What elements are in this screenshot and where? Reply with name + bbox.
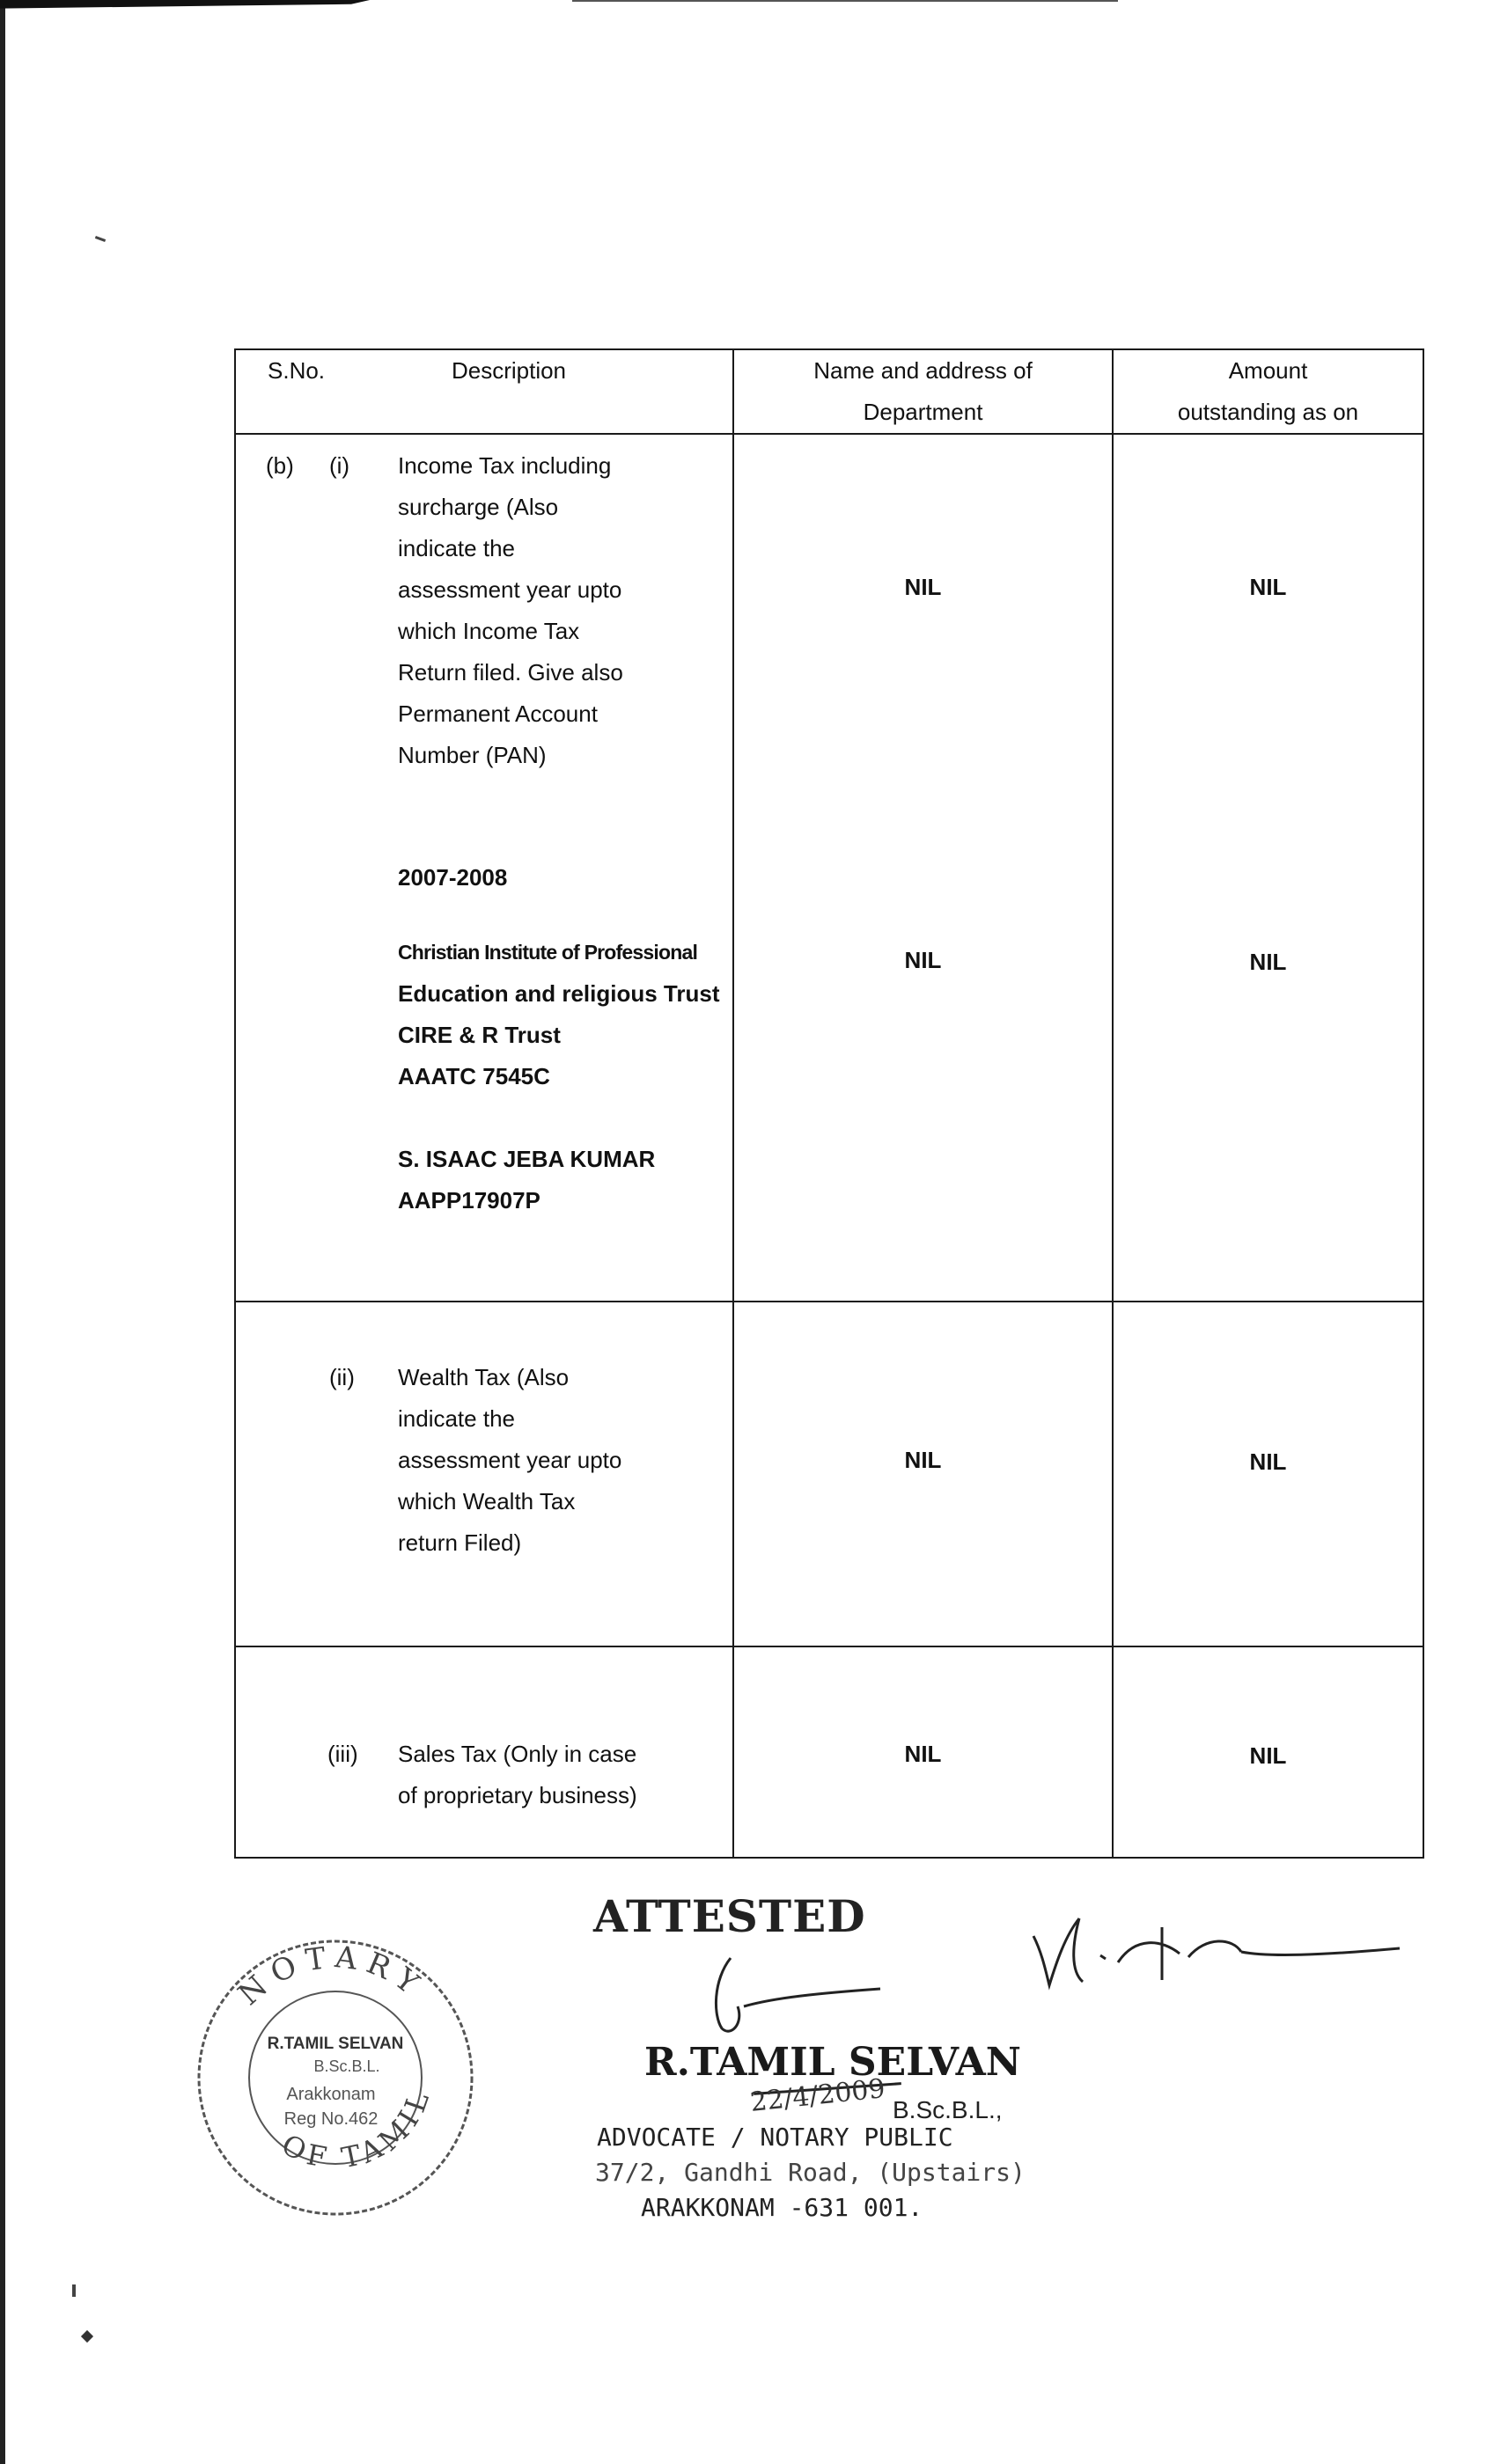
sales-tax-department-nil: NIL (904, 1741, 942, 1767)
trust-name-line1: Christian Institute of Professional (398, 941, 698, 964)
row-label-b: (b) (266, 452, 294, 479)
wealth-tax-department-cell (733, 1302, 1113, 1646)
notary-address-line2: ARAKKONAM -631 001. (641, 2193, 923, 2222)
scan-speck (72, 2284, 76, 2297)
income-tax-amount-nil: NIL (1249, 574, 1287, 600)
pan-details (398, 857, 720, 1221)
person-pan: AAPP17907P (398, 1187, 540, 1214)
trust-pan: AAATC 7545C (398, 1063, 550, 1089)
table-row-wealth-tax (235, 1302, 1423, 1646)
notary-address-line1: 37/2, Gandhi Road, (Upstairs) (595, 2158, 1026, 2187)
table-row-sales-tax (235, 1646, 1423, 1858)
scan-speck (81, 2330, 93, 2343)
sales-tax-amount-nil: NIL (1249, 1742, 1287, 1769)
wealth-tax-text: Wealth Tax (Also indicate the assessment year upto which Wealth Tax return Filed) (398, 1364, 622, 1556)
income-tax-department-cell (733, 434, 1113, 1302)
sales-tax-text: Sales Tax (Only in case of proprietary business) (398, 1741, 637, 1808)
tax-liabilities-table (234, 348, 1424, 1859)
seal-qualification: B.Sc.B.L. (313, 2057, 380, 2075)
income-tax-description-cell (235, 434, 733, 1302)
notary-signature-icon (695, 1945, 942, 2042)
pan-amount-nil: NIL (1249, 949, 1287, 975)
income-tax-text: Income Tax including surcharge (Also indicate the assessment year upto which Income Tax Return filed. Give also Permanent Account Number (PAN) (398, 452, 623, 768)
table-row-income-tax (235, 434, 1423, 1302)
scan-top-mark (0, 0, 370, 14)
scan-left-edge (0, 0, 5, 2464)
header-department: Name and address of Department (733, 349, 1113, 434)
header-sno-description (235, 349, 733, 434)
svg-text:NOTARY (232, 1940, 432, 2013)
seal-reg-no: Reg No.462 (283, 2109, 379, 2129)
seal-name: R.TAMIL SELVAN (267, 2035, 404, 2053)
scan-speck (95, 236, 106, 242)
sales-tax-amount-cell (1113, 1646, 1423, 1858)
handwritten-date: 22/4/2009 (748, 2073, 887, 2118)
wealth-tax-amount-cell (1113, 1302, 1423, 1646)
row-sublabel-iii: (iii) (327, 1741, 358, 1767)
header-description: Description (451, 357, 567, 384)
notary-title: ADVOCATE / NOTARY PUBLIC (597, 2123, 953, 2152)
notary-qualification: B.Sc.B.L., (893, 2096, 1003, 2123)
seal-city: Arakkonam (286, 2085, 376, 2104)
wealth-tax-description-cell (235, 1302, 733, 1646)
trust-short-name: CIRE & R Trust (398, 1022, 561, 1048)
assessment-year: 2007-2008 (398, 864, 508, 891)
notary-name: R.TAMIL SELVAN (644, 2040, 1022, 2085)
notary-seal-icon (190, 1932, 481, 2223)
attested-stamp: ATTESTED (593, 1890, 866, 1942)
wealth-tax-department-nil: NIL (904, 1447, 942, 1473)
seal-bottom-text: OF TAMIL (276, 2082, 438, 2175)
header-sno: S.No. (268, 357, 326, 384)
row-sublabel-i: (i) (329, 452, 350, 479)
income-tax-amount-cell (1113, 434, 1423, 1302)
wealth-tax-amount-nil: NIL (1249, 1448, 1287, 1475)
scan-top-line (572, 0, 1118, 2)
row-sublabel-ii: (ii) (329, 1364, 355, 1390)
person-name: S. ISAAC JEBA KUMAR (398, 1146, 656, 1172)
table-header-row (235, 349, 1423, 434)
income-tax-department-nil: NIL (904, 574, 942, 600)
pan-department-nil: NIL (904, 947, 942, 973)
trust-name-line2: Education and religious Trust (398, 980, 720, 1007)
header-amount: Amount outstanding as on (1113, 349, 1423, 434)
seal-top-text: NOTARY (232, 1940, 432, 2013)
applicant-signature-icon (1030, 1901, 1417, 1998)
sales-tax-department-cell (733, 1646, 1113, 1858)
sales-tax-description-cell (235, 1646, 733, 1858)
